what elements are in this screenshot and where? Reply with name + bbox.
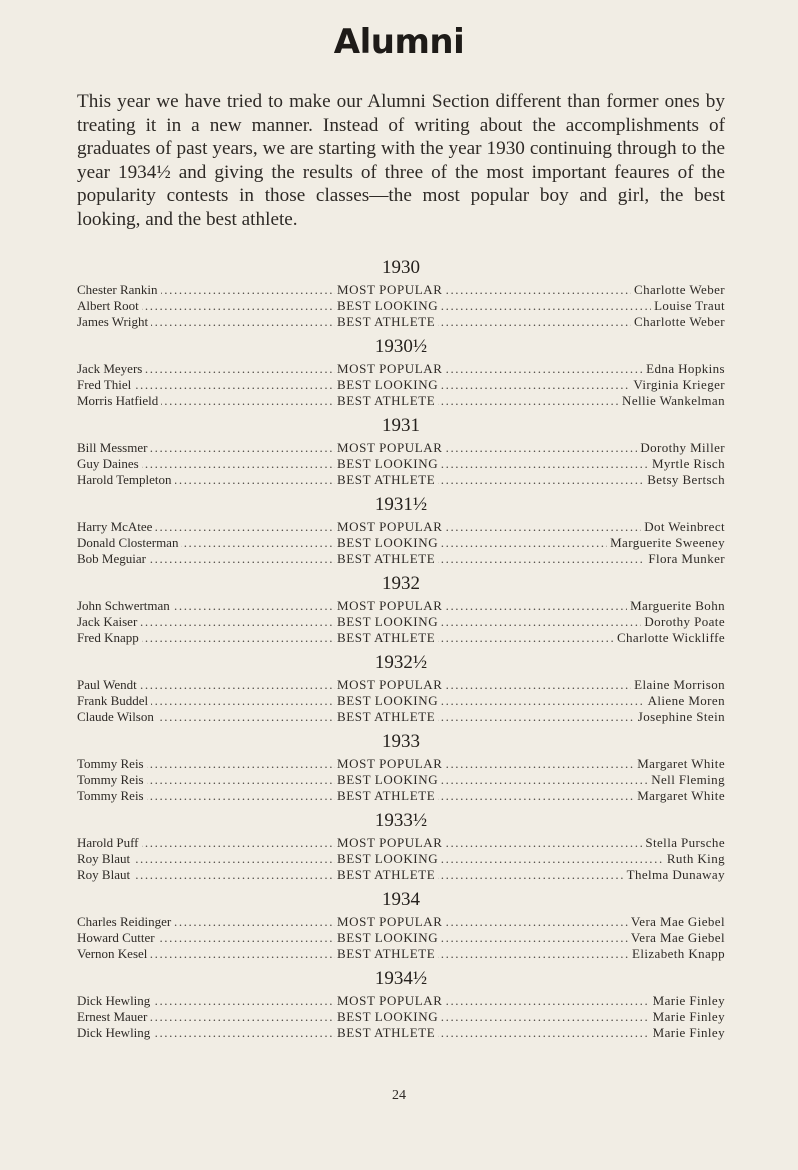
boy-name: Dick Hewling bbox=[77, 1025, 153, 1041]
award-category: BEST LOOKING bbox=[335, 614, 441, 630]
girl-name: Nell Fleming bbox=[648, 772, 725, 788]
award-category: MOST POPULAR bbox=[335, 598, 446, 614]
girl-name: Marie Finley bbox=[650, 993, 725, 1009]
girl-name: Josephine Stein bbox=[635, 709, 725, 725]
award-row bbox=[77, 772, 725, 788]
intro-paragraph: This year we have tried to make our Alumni Section different than former ones by treating it in a new manner. Instead of writing about the accomplishments of graduates of past years, we are starting with the year 1930 continuing through to the year 1934½ and giving the results of three of the most important feaures of the popularity contests in those classes—the most popular boy and girl, the best looking, and the best athlete. bbox=[77, 91, 725, 230]
class-year-heading: 1930 bbox=[382, 257, 420, 278]
boy-name: Tommy Reis bbox=[77, 772, 147, 788]
boy-name: Jack Kaiser bbox=[77, 614, 140, 630]
award-category: MOST POPULAR bbox=[335, 361, 446, 377]
boy-name: Howard Cutter bbox=[77, 930, 158, 946]
boy-name: Charles Reidinger bbox=[77, 914, 174, 930]
class-block bbox=[77, 967, 725, 1041]
award-row bbox=[77, 851, 725, 867]
boy-name: John Schwertman bbox=[77, 598, 173, 614]
award-category: MOST POPULAR bbox=[335, 993, 446, 1009]
girl-name: Margaret White bbox=[634, 788, 725, 804]
class-block bbox=[77, 493, 725, 567]
boy-name: Albert Root bbox=[77, 298, 142, 314]
girl-name: Charlotte Weber bbox=[631, 282, 725, 298]
girl-name: Thelma Dunaway bbox=[624, 867, 725, 883]
girl-name: Dot Weinbrect bbox=[641, 519, 725, 535]
award-row bbox=[77, 472, 725, 488]
girl-name: Louise Traut bbox=[651, 298, 725, 314]
class-year-heading: 1931 bbox=[382, 415, 420, 436]
class-year-heading: 1931½ bbox=[374, 494, 428, 515]
award-category: BEST ATHLETE bbox=[335, 946, 438, 962]
award-category: BEST LOOKING bbox=[335, 377, 441, 393]
award-row bbox=[77, 551, 725, 567]
award-row bbox=[77, 693, 725, 709]
boy-name: Fred Knapp bbox=[77, 630, 142, 646]
page-number: 24 bbox=[392, 1088, 406, 1103]
award-row bbox=[77, 914, 725, 930]
award-category: BEST LOOKING bbox=[335, 1009, 441, 1025]
girl-name: Betsy Bertsch bbox=[644, 472, 725, 488]
boy-name: Jack Meyers bbox=[77, 361, 145, 377]
award-row bbox=[77, 535, 725, 551]
award-row bbox=[77, 677, 725, 693]
boy-name: Bill Messmer bbox=[77, 440, 150, 456]
award-row bbox=[77, 456, 725, 472]
award-category: BEST ATHLETE bbox=[335, 551, 438, 567]
award-row bbox=[77, 788, 725, 804]
girl-name: Elizabeth Knapp bbox=[629, 946, 725, 962]
boy-name: Fred Thiel bbox=[77, 377, 134, 393]
award-row bbox=[77, 946, 725, 962]
boy-name: Frank Buddel bbox=[77, 693, 151, 709]
class-block bbox=[77, 335, 725, 409]
award-row bbox=[77, 282, 725, 298]
award-category: MOST POPULAR bbox=[335, 519, 446, 535]
girl-name: Edna Hopkins bbox=[643, 361, 725, 377]
award-category: MOST POPULAR bbox=[335, 835, 446, 851]
boy-name: Donald Closterman bbox=[77, 535, 181, 551]
award-category: BEST ATHLETE bbox=[335, 630, 438, 646]
boy-name: Harry McAtee bbox=[77, 519, 155, 535]
award-row bbox=[77, 1009, 725, 1025]
class-block bbox=[77, 888, 725, 962]
class-block bbox=[77, 651, 725, 725]
girl-name: Flora Munker bbox=[645, 551, 725, 567]
boy-name: James Wright bbox=[77, 314, 151, 330]
award-row bbox=[77, 993, 725, 1009]
boy-name: Harold Puff bbox=[77, 835, 142, 851]
award-row bbox=[77, 630, 725, 646]
award-category: BEST LOOKING bbox=[335, 851, 441, 867]
award-row bbox=[77, 1025, 725, 1041]
girl-name: Virginia Krieger bbox=[630, 377, 725, 393]
girl-name: Marguerite Sweeney bbox=[607, 535, 725, 551]
award-category: BEST ATHLETE bbox=[335, 709, 438, 725]
boy-name: Dick Hewling bbox=[77, 993, 153, 1009]
award-category: MOST POPULAR bbox=[335, 914, 446, 930]
girl-name: Margaret White bbox=[634, 756, 725, 772]
award-row bbox=[77, 314, 725, 330]
award-row bbox=[77, 930, 725, 946]
girl-name: Dorothy Poate bbox=[641, 614, 725, 630]
award-row bbox=[77, 440, 725, 456]
boy-name: Ernest Mauer bbox=[77, 1009, 150, 1025]
boy-name: Roy Blaut bbox=[77, 867, 133, 883]
award-category: MOST POPULAR bbox=[335, 756, 446, 772]
award-category: BEST ATHLETE bbox=[335, 1025, 438, 1041]
class-year-heading: 1932 bbox=[382, 573, 420, 594]
boy-name: Roy Blaut bbox=[77, 851, 133, 867]
girl-name: Charlotte Wickliffe bbox=[614, 630, 725, 646]
award-row bbox=[77, 361, 725, 377]
girl-name: Marguerite Bohn bbox=[627, 598, 725, 614]
award-category: BEST LOOKING bbox=[335, 298, 441, 314]
class-year-heading: 1933½ bbox=[374, 810, 428, 831]
girl-name: Marie Finley bbox=[650, 1009, 725, 1025]
boy-name: Paul Wendt bbox=[77, 677, 140, 693]
award-row bbox=[77, 298, 725, 314]
girl-name: Vera Mae Giebel bbox=[628, 914, 725, 930]
class-list bbox=[77, 256, 725, 1046]
class-year-heading: 1933 bbox=[382, 731, 420, 752]
award-category: MOST POPULAR bbox=[335, 677, 446, 693]
girl-name: Elaine Morrison bbox=[631, 677, 725, 693]
girl-name: Ruth King bbox=[664, 851, 725, 867]
class-block bbox=[77, 572, 725, 646]
girl-name: Aliene Moren bbox=[645, 693, 725, 709]
girl-name: Vera Mae Giebel bbox=[628, 930, 725, 946]
class-year-heading: 1930½ bbox=[374, 336, 428, 357]
page-title: Alumni bbox=[333, 22, 465, 62]
girl-name: Dorothy Miller bbox=[637, 440, 725, 456]
award-category: BEST LOOKING bbox=[335, 456, 441, 472]
award-category: MOST POPULAR bbox=[335, 282, 446, 298]
boy-name: Tommy Reis bbox=[77, 756, 147, 772]
award-category: BEST ATHLETE bbox=[335, 867, 438, 883]
award-row bbox=[77, 393, 725, 409]
boy-name: Claude Wilson bbox=[77, 709, 157, 725]
class-year-heading: 1934 bbox=[382, 889, 420, 910]
award-row bbox=[77, 835, 725, 851]
award-category: BEST ATHLETE bbox=[335, 472, 438, 488]
award-category: BEST LOOKING bbox=[335, 772, 441, 788]
award-category: BEST ATHLETE bbox=[335, 788, 438, 804]
award-row bbox=[77, 519, 725, 535]
girl-name: Stella Pursche bbox=[642, 835, 725, 851]
boy-name: Bob Meguiar bbox=[77, 551, 149, 567]
class-block bbox=[77, 730, 725, 804]
award-row bbox=[77, 709, 725, 725]
class-block bbox=[77, 809, 725, 883]
award-category: BEST LOOKING bbox=[335, 535, 441, 551]
boy-name: Chester Rankin bbox=[77, 282, 161, 298]
girl-name: Charlotte Weber bbox=[631, 314, 725, 330]
award-row bbox=[77, 598, 725, 614]
girl-name: Myrtle Risch bbox=[649, 456, 725, 472]
girl-name: Marie Finley bbox=[650, 1025, 725, 1041]
boy-name: Morris Hatfield bbox=[77, 393, 161, 409]
award-category: MOST POPULAR bbox=[335, 440, 446, 456]
boy-name: Tommy Reis bbox=[77, 788, 147, 804]
award-row bbox=[77, 867, 725, 883]
girl-name: Nellie Wankelman bbox=[619, 393, 725, 409]
class-year-heading: 1932½ bbox=[374, 652, 428, 673]
class-year-heading: 1934½ bbox=[374, 968, 428, 989]
class-block bbox=[77, 256, 725, 330]
boy-name: Vernon Kesel bbox=[77, 946, 150, 962]
award-category: BEST LOOKING bbox=[335, 693, 441, 709]
award-row bbox=[77, 377, 725, 393]
award-category: BEST ATHLETE bbox=[335, 393, 438, 409]
class-block bbox=[77, 414, 725, 488]
award-row bbox=[77, 756, 725, 772]
award-category: BEST LOOKING bbox=[335, 930, 441, 946]
boy-name: Harold Templeton bbox=[77, 472, 175, 488]
boy-name: Guy Daines bbox=[77, 456, 142, 472]
award-row bbox=[77, 614, 725, 630]
award-category: BEST ATHLETE bbox=[335, 314, 438, 330]
